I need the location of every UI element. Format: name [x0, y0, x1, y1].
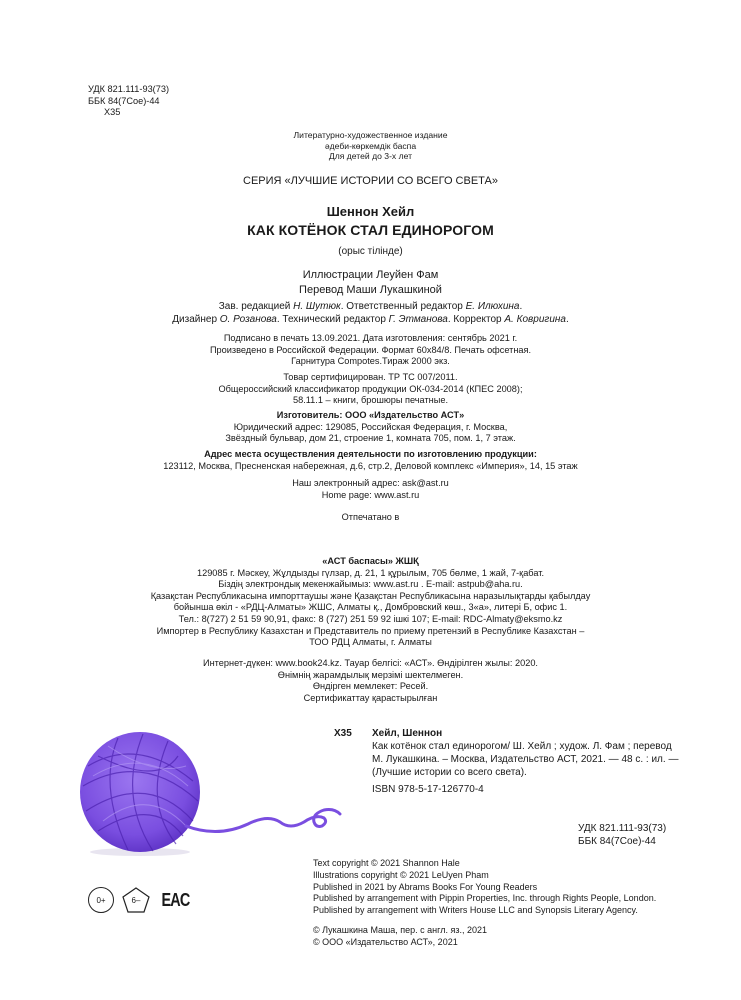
kz-block-2 — [0, 658, 741, 704]
credit-line: Illustrations copyright © 2021 LeUyen Pham — [313, 869, 489, 880]
eac-mark: EAC — [161, 889, 190, 910]
copyright-line: © ООО «Издательство АСТ», 2021 — [313, 936, 458, 947]
bottom-right-codes — [578, 822, 666, 848]
certification-line: Общероссийский классификатор продукции ОК-034-2014 (КПЕС 2008); — [218, 383, 523, 394]
kz-line: Тел.: 8(727) 2 51 59 90,91, факс: 8 (727) 251 59 92 ішкі 107; E-mail: RDC-Almaty@eksmo.kz — [178, 613, 563, 624]
editors-line: Зав. редакцией Н. Шутюк. Ответственный редактор Е. Илюхина. — [218, 301, 523, 312]
kz-line: Интернет-дүкен: www.book24.kz. Тауар белгісі: «АСТ». Өндірілген жылы: 2020. — [203, 658, 538, 668]
print-info-line: Гарнитура Compotes.Тираж 2000 экз. — [291, 356, 450, 367]
kz-line: бойынша өкіл - «РДЦ-Алматы» ЖШС, Алматы қ., Домбровский көш., 3«а», литері Б, офис 1. — [173, 602, 568, 613]
udk-code: УДК 821.111-93(73) — [578, 823, 667, 834]
contributors — [0, 268, 741, 297]
age-6-badge — [122, 887, 150, 913]
age-0-badge: 0+ — [88, 887, 114, 913]
manufacturer-line: Юридический адрес: 129085, Российская Федерация, г. Москва, — [233, 421, 508, 432]
email-line: Наш электронный адрес: ask@ast.ru — [292, 478, 449, 488]
bibliographic-record — [334, 727, 678, 796]
copyright-line: © Лукашкина Маша, пер. с англ. яз., 2021 — [313, 924, 487, 935]
activity-line: 123112, Москва, Пресненская набережная, д.6, стр.2, Деловой комплекс «Империя», 14, 15 этаж — [163, 460, 578, 471]
kz-line: Өндірген мемлекет: Ресей. — [312, 681, 429, 692]
kz-line: Сертификаттау қарастырылған — [303, 692, 438, 703]
certification-line: Товар сертифицирован. ТР ТС 007/2011. — [283, 372, 458, 382]
kz-line: Қазақстан Республикасына импорттаушы және Қазақстан Республикасына наразылықтарды қабылдау — [150, 590, 591, 601]
book-title: КАК КОТЁНОК СТАЛ ЕДИНОРОГОМ — [247, 222, 494, 238]
udk-code: УДК 821.111-93(73) — [88, 84, 170, 94]
author-mark: Х35 — [104, 107, 121, 118]
credit-line: Published by arrangement with Writers House LLC and Synopsis Literary Agency. — [313, 905, 638, 916]
homepage-line: Home page: www.ast.ru — [321, 489, 420, 500]
isbn: ISBN 978-5-17-126770-4 — [372, 784, 484, 795]
yarn-ball-illustration — [58, 726, 370, 858]
manufacturer-line: Звёздный бульвар, дом 21, строение 1, комната 705, пом. 1, 7 этаж. — [225, 433, 516, 444]
certification-block — [0, 372, 741, 407]
kz-block — [0, 556, 741, 649]
age-6-label: 6– — [131, 895, 141, 905]
credit-line: Published in 2021 by Abrams Books For Young Readers — [313, 881, 538, 892]
language-note: (орыс тілінде) — [338, 246, 403, 257]
biblio-line: М. Лукашкина. – Москва, Издательство АСТ, 2021. — 48 с. : ил. — — [372, 754, 679, 765]
credits-block — [313, 858, 656, 949]
contacts-block — [0, 478, 741, 501]
kz-line: 129085 г. Мәскеу, Жұлдызды гүлзар, д. 21, 1 құрылым, 705 бөлме, 1 жай, 7-қабат. — [196, 567, 545, 578]
illustrations-credit: Иллюстрации Леуйен Фам — [302, 269, 439, 281]
editors-block — [0, 300, 741, 326]
activity-block — [0, 449, 741, 472]
top-left-codes — [88, 84, 169, 119]
kz-line: Біздің электрондық мекенжайымыз: www.ast.ru . E-mail: astpub@aha.ru. — [218, 579, 523, 590]
kz-line: ТОО РДЦ Алматы, г. Алматы — [309, 637, 432, 648]
biblio-line: (Лучшие истории со всего света). — [372, 767, 527, 778]
print-info — [0, 333, 741, 368]
bbk-code: ББК 84(7Сое)-44 — [88, 95, 160, 106]
kz-heading: «АСТ баспасы» ЖШҚ — [322, 556, 419, 566]
biblio-code: Х35 — [334, 728, 352, 739]
credit-line: Text copyright © 2021 Shannon Hale — [313, 858, 460, 868]
credit-line: Published by arrangement with Pippin Properties, Inc. through Rights People, London. — [313, 893, 657, 904]
biblio-heading: Хейл, Шеннон — [372, 728, 443, 739]
manufacturer-heading: Изготовитель: ООО «Издательство АСТ» — [276, 410, 465, 420]
book-author: Шеннон Хейл — [326, 204, 415, 219]
biblio-body — [334, 740, 678, 796]
edition-block — [0, 130, 741, 162]
edition-line: әдеби-көркемдік баспа — [324, 140, 417, 151]
certification-line: 58.11.1 – книги, брошюры печатные. — [292, 395, 449, 406]
designers-line: Дизайнер О. Розанова. Технический редактор Г. Этманова. Корректор А. Ковригина. — [172, 314, 569, 325]
age-badges — [88, 887, 193, 913]
biblio-line: Как котёнок стал единорогом/ Ш. Хейл ; худож. Л. Фам ; перевод — [372, 741, 672, 752]
series-title: СЕРИЯ «ЛУЧШИЕ ИСТОРИИ СО ВСЕГО СВЕТА» — [243, 175, 498, 187]
print-info-line: Подписано в печать 13.09.2021. Дата изготовления: сентябрь 2021 г. — [223, 333, 518, 343]
bbk-code: ББК 84(7Сое)-44 — [578, 836, 656, 847]
manufacturer-block — [0, 410, 741, 445]
edition-line: Для детей до 3-х лет — [328, 151, 413, 161]
biblio-heading-row — [334, 727, 678, 740]
translation-credit: Перевод Маши Лукашкиной — [299, 283, 442, 296]
print-info-line: Произведено в Российской Федерации. Формат 60х84/8. Печать офсетная. — [209, 344, 532, 355]
kz-line: Өнімнің жарамдылық мерзімі шектелмеген. — [277, 669, 464, 680]
printed-in: Отпечатано в — [341, 512, 400, 522]
activity-heading: Адрес места осуществления деятельности по изготовлению продукции: — [204, 449, 537, 459]
edition-line: Литературно-художественное издание — [293, 130, 448, 140]
kz-line: Импортер в Республику Казахстан и Представитель по приему претензий в Республике Казахстан – — [156, 625, 585, 636]
